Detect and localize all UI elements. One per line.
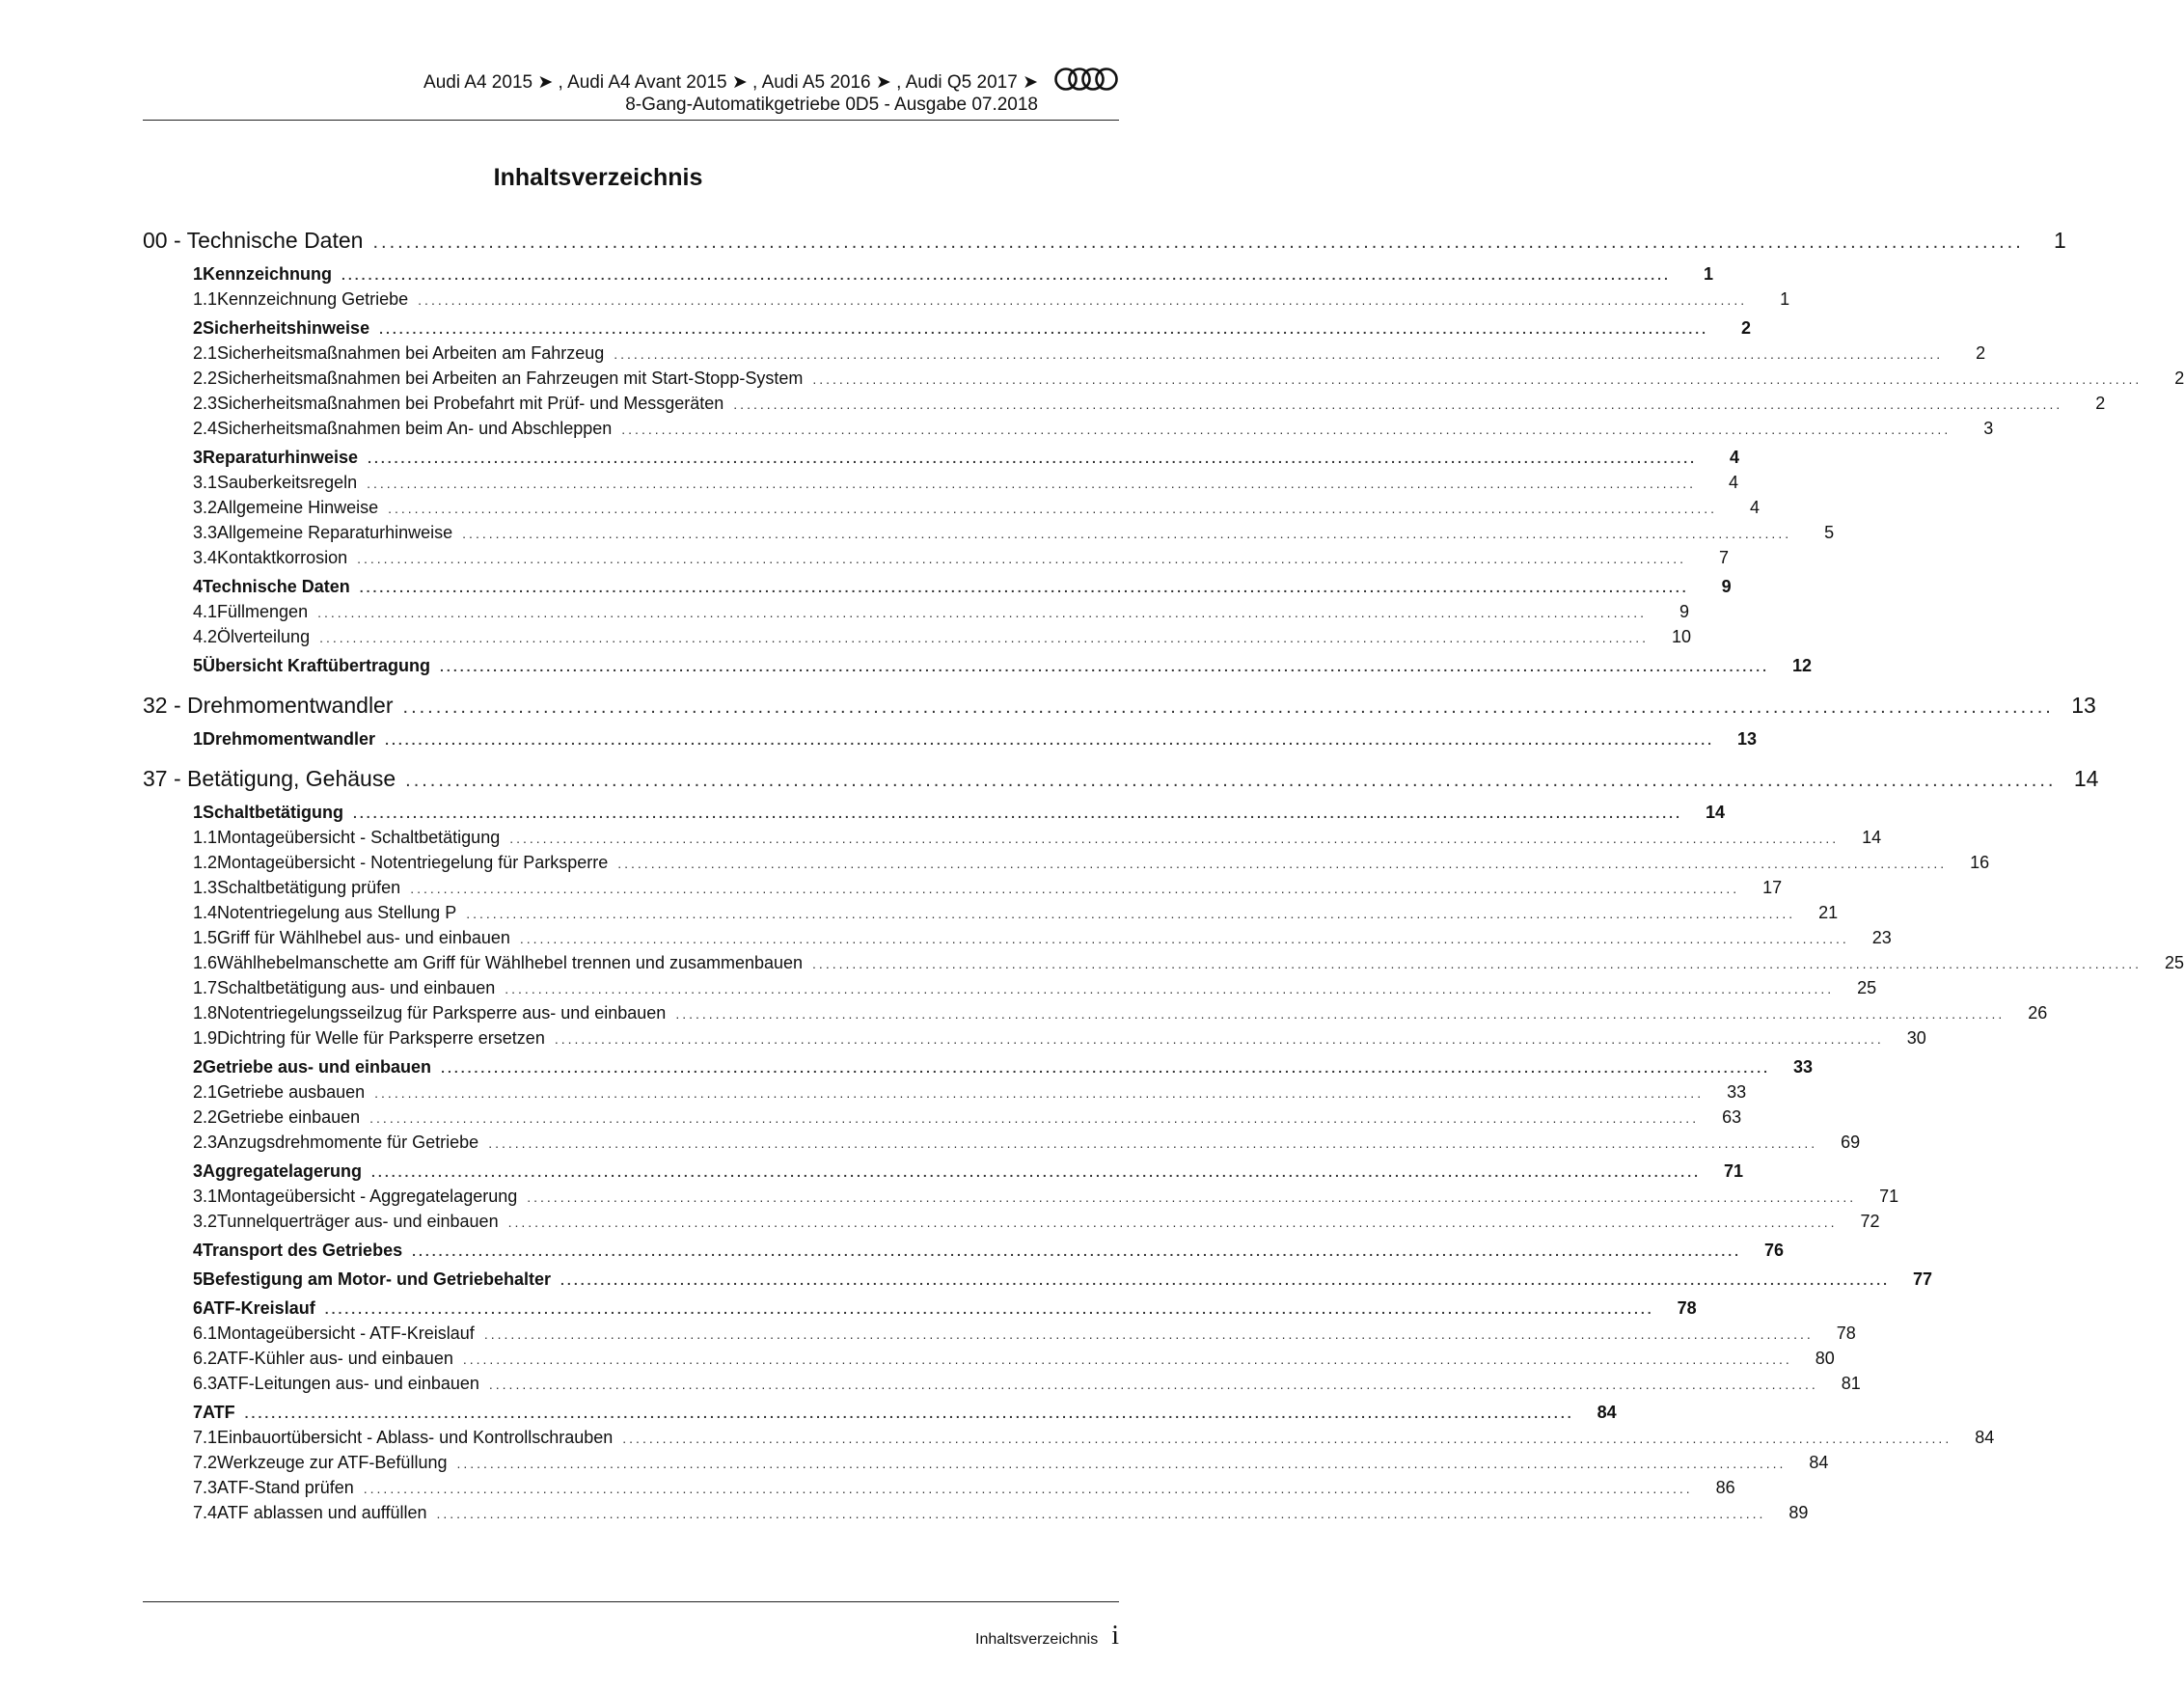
toc-dot-leader: ........................................................................................................................................................................................................ [488, 1377, 1818, 1392]
toc-entry-number: 5 [193, 1269, 204, 1289]
footer-page-number: i [1111, 1621, 1119, 1651]
toc-page-number: 80 [1815, 1349, 1835, 1368]
toc-page-number: 2 [2095, 394, 2106, 413]
toc-page-number: 4 [1729, 473, 1739, 492]
toc-subsection-row[interactable] [143, 1003, 2048, 1028]
toc-entry-title: Montageübersicht - Aggregatelagerung [217, 1187, 518, 1206]
toc-chapter-row[interactable] [143, 228, 2066, 260]
toc-page-number: 2 [2174, 368, 2184, 388]
toc-dot-leader: ........................................................................................................................................................................................................ [462, 526, 1792, 541]
toc-subsection-row[interactable] [143, 1349, 1835, 1374]
toc-entry-number: 37 - Betätigung, Gehäuse [143, 766, 396, 791]
toc-page-number: 13 [1736, 729, 1757, 749]
toc-entry-title: Schaltbetätigung [203, 803, 344, 822]
toc-section-row[interactable] [143, 1298, 1697, 1324]
toc-page-number: 7 [1719, 548, 1730, 567]
toc-dot-leader: ........................................................................................................................................................................................................ [341, 267, 1671, 283]
toc-dot-leader: ........................................................................................................................................................................................................ [405, 770, 2057, 791]
toc-page-number: 84 [1975, 1428, 1995, 1447]
toc-subsection-row[interactable] [143, 394, 2106, 419]
toc-page-number: 1 [1703, 264, 1713, 284]
toc-entry-title: Griff für Wählhebel aus- und einbauen [217, 928, 510, 947]
toc-entry-title: Transport des Getriebes [203, 1241, 403, 1260]
toc-section-row[interactable] [143, 803, 1725, 828]
toc-subsection-row[interactable] [143, 602, 1690, 627]
toc-entry-number: 6.3 [193, 1374, 218, 1393]
toc-entry-title: Werkzeuge zur ATF-Befüllung [217, 1453, 448, 1472]
toc-dot-leader: ........................................................................................................................................................................................................ [622, 1431, 1952, 1446]
audi-rings-icon [1053, 67, 1119, 97]
toc-subsection-row[interactable] [143, 627, 1692, 652]
toc-entry-title: Wählhebelmanschette am Griff für Wählhebel trennen und zusammenbauen [217, 953, 804, 972]
toc-dot-leader: ........................................................................................................................................................................................................ [357, 551, 1687, 566]
toc-entry-number: 2 [193, 318, 204, 338]
toc-dot-leader: ........................................................................................................................................................................................................ [374, 1085, 1705, 1101]
toc-dot-leader: ........................................................................................................................................................................................................ [509, 831, 1840, 846]
toc-entry-number: 6 [193, 1298, 204, 1318]
toc-entry-title: Schaltbetätigung prüfen [217, 878, 401, 897]
toc-entry-title: Montageübersicht - Schaltbetätigung [217, 828, 501, 847]
toc-subsection-row[interactable] [143, 1187, 1899, 1212]
toc-entry-number: 2.4 [193, 419, 218, 438]
toc-entry-title: Allgemeine Reparaturhinweise [217, 523, 453, 542]
toc-page-number: 16 [1970, 853, 1990, 872]
toc-entry-title: Anzugsdrehmomente für Getriebe [217, 1133, 479, 1152]
toc-dot-leader: ........................................................................................................................................................................................................ [440, 659, 1769, 674]
toc-entry-number: 6.2 [193, 1349, 218, 1368]
toc-subsection-row[interactable] [143, 953, 2184, 978]
toc-dot-leader: ........................................................................................................................................................................................................ [614, 346, 1944, 362]
toc-subsection-row[interactable] [143, 289, 1790, 314]
toc-entry-title: Montageübersicht - Notentriegelung für Parksperre [217, 853, 609, 872]
toc-subsection-row[interactable] [143, 878, 1783, 903]
toc-entry-title: Ölverteilung [217, 627, 311, 646]
toc-entry-title: Drehmomentwandler [203, 729, 376, 749]
toc-entry-title: Übersicht Kraftübertragung [203, 656, 431, 675]
toc-entry-number: 7 [193, 1403, 204, 1422]
toc-entry-title: Sauberkeitsregeln [217, 473, 358, 492]
toc-subsection-row[interactable] [143, 978, 1877, 1003]
toc-entry-title: Befestigung am Motor- und Getriebehalter [203, 1269, 552, 1289]
toc-page-number: 25 [2164, 953, 2184, 972]
toc-dot-leader: ........................................................................................................................................................................................................ [560, 1272, 1890, 1288]
toc-entry-number: 7.3 [193, 1478, 218, 1497]
toc-page-number: 30 [1906, 1028, 1926, 1048]
toc-dot-leader: ........................................................................................................................................................................................................ [418, 292, 1748, 308]
toc-subsection-row[interactable] [143, 419, 1994, 444]
toc-entry-title: ATF ablassen und auffüllen [217, 1503, 427, 1522]
toc-entry-title: ATF-Leitungen aus- und einbauen [217, 1374, 479, 1393]
toc-page-number: 33 [1792, 1057, 1813, 1077]
toc-entry-title: Getriebe aus- und einbauen [203, 1057, 432, 1077]
toc-entry-number: 4.2 [193, 627, 218, 646]
toc-page-number: 1 [2053, 228, 2066, 253]
toc-entry-title: Montageübersicht - ATF-Kreislauf [217, 1324, 475, 1343]
toc-entry-number: 3.2 [193, 498, 218, 517]
toc-dot-leader: ........................................................................................................................................................................................................ [621, 422, 1952, 437]
toc-entry-number: 1 [193, 264, 204, 284]
table-of-contents [143, 228, 2184, 1528]
toc-dot-leader: ........................................................................................................................................................................................................ [456, 1456, 1787, 1471]
toc-section-row[interactable] [143, 1269, 1932, 1295]
toc-dot-leader: ........................................................................................................................................................................................................ [368, 450, 1698, 466]
toc-subsection-row[interactable] [143, 1428, 1995, 1453]
toc-dot-leader: ........................................................................................................................................................................................................ [317, 605, 1648, 620]
toc-subsection-row[interactable] [143, 523, 1835, 548]
toc-dot-leader: ........................................................................................................................................................................................................ [812, 371, 2143, 387]
toc-entry-title: Getriebe einbauen [217, 1107, 361, 1127]
toc-entry-title: Technische Daten [203, 577, 350, 596]
toc-page-number: 78 [1677, 1298, 1697, 1318]
toc-entry-title: Füllmengen [217, 602, 309, 621]
toc-page-number: 76 [1764, 1241, 1785, 1260]
toc-page-number: 10 [1671, 627, 1692, 646]
toc-dot-leader: ........................................................................................................................................................................................................ [379, 321, 1709, 337]
toc-entry-title: Schaltbetätigung aus- und einbauen [217, 978, 496, 997]
toc-section-row[interactable] [143, 264, 1713, 289]
toc-dot-leader: ........................................................................................................................................................................................................ [353, 805, 1682, 821]
toc-page-number: 4 [1750, 498, 1761, 517]
toc-entry-number: 7.2 [193, 1453, 218, 1472]
footer-divider [143, 1601, 1119, 1602]
toc-entry-number: 5 [193, 656, 204, 675]
toc-dot-leader: ........................................................................................................................................................................................................ [812, 956, 2142, 971]
toc-dot-leader: ........................................................................................................................................................................................................ [402, 696, 2054, 718]
toc-entry-number: 4 [193, 1241, 204, 1260]
toc-subsection-row[interactable] [143, 1212, 1880, 1237]
toc-page-number: 14 [1705, 803, 1725, 822]
page-title: Inhaltsverzeichnis [493, 164, 703, 191]
toc-subsection-row[interactable] [143, 928, 1892, 953]
toc-page-number: 14 [1862, 828, 1882, 847]
toc-dot-leader: ........................................................................................................................................................................................................ [371, 1164, 1701, 1180]
toc-dot-leader: ........................................................................................................................................................................................................ [466, 906, 1796, 921]
toc-dot-leader: ........................................................................................................................................................................................................ [505, 981, 1835, 996]
toc-dot-leader: ........................................................................................................................................................................................................ [412, 1243, 1742, 1259]
toc-page-number: 81 [1841, 1374, 1861, 1393]
toc-entry-number: 2.1 [193, 1082, 218, 1102]
toc-subsection-row[interactable] [143, 903, 1839, 928]
toc-dot-leader: ........................................................................................................................................................................................................ [385, 732, 1714, 748]
toc-entry-number: 1 [193, 729, 204, 749]
toc-entry-number: 4.1 [193, 602, 218, 621]
toc-entry-number: 1 [193, 803, 204, 822]
toc-page-number: 23 [1871, 928, 1892, 947]
toc-subsection-row[interactable] [143, 1082, 1747, 1107]
toc-subsection-row[interactable] [143, 828, 1882, 853]
toc-entry-number: 1.1 [193, 289, 218, 309]
toc-entry-number: 2.1 [193, 343, 218, 363]
toc-entry-title: Kennzeichnung Getriebe [217, 289, 409, 309]
toc-page-number: 5 [1824, 523, 1835, 542]
toc-dot-leader: ........................................................................................................................................................................................................ [367, 476, 1697, 491]
toc-entry-number: 2 [193, 1057, 204, 1077]
toc-entry-number: 1.7 [193, 978, 218, 997]
toc-page-number: 9 [1679, 602, 1690, 621]
toc-subsection-row[interactable] [143, 1374, 1861, 1399]
toc-entry-number: 1.4 [193, 903, 218, 922]
toc-page-number: 78 [1836, 1324, 1856, 1343]
toc-entry-number: 3 [193, 1161, 204, 1181]
toc-page-number: 12 [1791, 656, 1812, 675]
toc-page-number: 17 [1762, 878, 1783, 897]
toc-dot-leader: ........................................................................................................................................................................................................ [372, 232, 2024, 253]
toc-page-number: 3 [1983, 419, 1994, 438]
toc-entry-title: Notentriegelung aus Stellung P [217, 903, 457, 922]
toc-entry-title: Notentriegelungsseilzug für Parksperre aus- und einbauen [217, 1003, 667, 1023]
toc-page-number: 77 [1912, 1269, 1932, 1289]
toc-dot-leader: ........................................................................................................................................................................................................ [483, 1326, 1814, 1342]
toc-entry-title: Einbauortübersicht - Ablass- und Kontrollschrauben [217, 1428, 614, 1447]
toc-subsection-row[interactable] [143, 1107, 1742, 1133]
toc-page-number: 89 [1788, 1503, 1809, 1522]
footer-label: Inhaltsverzeichnis [975, 1631, 1099, 1648]
toc-section-row[interactable] [143, 577, 1732, 602]
toc-subsection-row[interactable] [143, 853, 1990, 878]
toc-entry-number: 3 [193, 448, 204, 467]
toc-entry-number: 3.2 [193, 1212, 218, 1231]
toc-page-number: 33 [1727, 1082, 1747, 1102]
toc-chapter-row[interactable] [143, 766, 2099, 799]
toc-entry-number: 6.1 [193, 1324, 218, 1343]
toc-subsection-row[interactable] [143, 498, 1761, 523]
toc-section-row[interactable] [143, 448, 1740, 473]
toc-entry-number: 3.3 [193, 523, 218, 542]
toc-page-number: 71 [1723, 1161, 1743, 1181]
toc-entry-number: 2.3 [193, 1133, 218, 1152]
toc-entry-number: 3.4 [193, 548, 218, 567]
toc-entry-title: Aggregatelagerung [203, 1161, 363, 1181]
toc-page-number: 84 [1597, 1403, 1617, 1422]
page-header [193, 69, 1119, 116]
toc-page-number: 21 [1818, 903, 1839, 922]
toc-entry-number: 2.3 [193, 394, 218, 413]
toc-page-number: 26 [2028, 1003, 2048, 1023]
toc-entry-title: Allgemeine Hinweise [217, 498, 379, 517]
toc-entry-number: 2.2 [193, 368, 218, 388]
toc-page-number: 84 [1809, 1453, 1829, 1472]
toc-entry-title: Reparaturhinweise [203, 448, 359, 467]
toc-entry-number: 7.1 [193, 1428, 218, 1447]
toc-dot-leader: ........................................................................................................................................................................................................ [733, 396, 2063, 412]
toc-dot-leader: ........................................................................................................................................................................................................ [363, 1481, 1693, 1496]
toc-subsection-row[interactable] [143, 343, 1986, 368]
toc-entry-number: 1.3 [193, 878, 218, 897]
toc-dot-leader: ........................................................................................................................................................................................................ [436, 1506, 1766, 1521]
toc-page-number: 2 [1976, 343, 1986, 363]
toc-entry-title: ATF [203, 1403, 235, 1422]
toc-entry-number: 1.8 [193, 1003, 218, 1023]
toc-entry-number: 1.2 [193, 853, 218, 872]
toc-dot-leader: ........................................................................................................................................................................................................ [554, 1031, 1884, 1047]
toc-section-row[interactable] [143, 1241, 1785, 1266]
toc-entry-title: Sicherheitshinweise [203, 318, 370, 338]
toc-dot-leader: ........................................................................................................................................................................................................ [324, 1301, 1654, 1317]
toc-subsection-row[interactable] [143, 473, 1739, 498]
toc-entry-number: 1.9 [193, 1028, 218, 1048]
toc-entry-title: Sicherheitsmaßnahmen bei Probefahrt mit Prüf- und Messgeräten [217, 394, 724, 413]
toc-dot-leader: ........................................................................................................................................................................................................ [410, 881, 1740, 896]
toc-subsection-row[interactable] [143, 1478, 1735, 1503]
toc-page-number: 2 [1741, 318, 1752, 338]
toc-entry-number: 2.2 [193, 1107, 218, 1127]
toc-dot-leader: ........................................................................................................................................................................................................ [359, 580, 1689, 595]
toc-entry-title: Dichtring für Welle für Parksperre ersetzen [217, 1028, 545, 1048]
toc-dot-leader: ........................................................................................................................................................................................................ [369, 1110, 1700, 1126]
toc-page-number: 63 [1722, 1107, 1742, 1127]
toc-dot-leader: ........................................................................................................................................................................................................ [441, 1060, 1770, 1076]
toc-subsection-row[interactable] [143, 368, 2184, 394]
toc-dot-leader: ........................................................................................................................................................................................................ [462, 1351, 1792, 1367]
header-models: Audi A4 2015 ➤ , Audi A4 Avant 2015 ➤ , Audi A5 2016 ➤ , Audi Q5 2017 ➤ [423, 71, 1038, 93]
toc-dot-leader: ........................................................................................................................................................................................................ [527, 1189, 1857, 1205]
toc-entry-number: 7.4 [193, 1503, 218, 1522]
toc-subsection-row[interactable] [143, 548, 1730, 573]
toc-subsection-row[interactable] [143, 1028, 1926, 1053]
toc-entry-title: ATF-Stand prüfen [217, 1478, 354, 1497]
toc-dot-leader: ........................................................................................................................................................................................................ [507, 1214, 1838, 1230]
toc-page-number: 71 [1879, 1187, 1899, 1206]
toc-entry-number: 1.5 [193, 928, 218, 947]
toc-dot-leader: ........................................................................................................................................................................................................ [519, 931, 1849, 946]
toc-page-number: 4 [1730, 448, 1740, 467]
toc-entry-title: Getriebe ausbauen [217, 1082, 366, 1102]
toc-dot-leader: ........................................................................................................................................................................................................ [388, 501, 1718, 516]
header-subtitle: 8-Gang-Automatikgetriebe 0D5 - Ausgabe 07.2018 [625, 95, 1038, 115]
toc-page-number: 69 [1841, 1133, 1861, 1152]
toc-chapter-row[interactable] [143, 693, 2096, 725]
toc-page-number: 13 [2071, 693, 2096, 718]
toc-subsection-row[interactable] [143, 1503, 1809, 1528]
toc-section-row[interactable] [143, 318, 1752, 343]
toc-entry-title: Kennzeichnung [203, 264, 333, 284]
toc-entry-number: 1.6 [193, 953, 218, 972]
toc-entry-number: 3.1 [193, 1187, 218, 1206]
toc-section-row[interactable] [143, 729, 1757, 754]
toc-dot-leader: ........................................................................................................................................................................................................ [617, 856, 1948, 871]
toc-entry-number: 32 - Drehmomentwandler [143, 693, 394, 718]
toc-dot-leader: ........................................................................................................................................................................................................ [675, 1006, 2006, 1022]
toc-page-number: 86 [1715, 1478, 1735, 1497]
toc-section-row[interactable] [143, 1057, 1813, 1082]
toc-page-number: 1 [1780, 289, 1790, 309]
toc-section-row[interactable] [143, 1161, 1743, 1187]
toc-entry-number: 4 [193, 577, 204, 596]
toc-section-row[interactable] [143, 656, 1812, 681]
toc-section-row[interactable] [143, 1403, 1617, 1428]
toc-entry-title: Kontaktkorrosion [217, 548, 348, 567]
toc-entry-title: Sicherheitsmaßnahmen bei Arbeiten an Fahrzeugen mit Start-Stopp-System [217, 368, 804, 388]
toc-subsection-row[interactable] [143, 1453, 1829, 1478]
toc-subsection-row[interactable] [143, 1324, 1856, 1349]
toc-entry-title: Sicherheitsmaßnahmen beim An- und Abschleppen [217, 419, 613, 438]
toc-subsection-row[interactable] [143, 1133, 1861, 1158]
toc-dot-leader: ........................................................................................................................................................................................................ [488, 1135, 1818, 1151]
toc-entry-title: ATF-Kreislauf [203, 1298, 315, 1318]
toc-entry-number: 00 - Technische Daten [143, 228, 364, 253]
toc-dot-leader: ........................................................................................................................................................................................................ [244, 1405, 1574, 1421]
header-divider [143, 120, 1119, 121]
toc-entry-number: 1.1 [193, 828, 218, 847]
toc-entry-title: Tunnelquerträger aus- und einbauen [217, 1212, 499, 1231]
page-footer [975, 1621, 1119, 1651]
toc-entry-number: 3.1 [193, 473, 218, 492]
toc-entry-title: Sicherheitsmaßnahmen bei Arbeiten am Fahrzeug [217, 343, 605, 363]
toc-page-number: 72 [1860, 1212, 1880, 1231]
toc-page-number: 9 [1721, 577, 1732, 596]
toc-page-number: 25 [1857, 978, 1877, 997]
toc-entry-title: ATF-Kühler aus- und einbauen [217, 1349, 453, 1368]
toc-dot-leader: ........................................................................................................................................................................................................ [319, 630, 1650, 645]
toc-page-number: 14 [2073, 766, 2099, 791]
